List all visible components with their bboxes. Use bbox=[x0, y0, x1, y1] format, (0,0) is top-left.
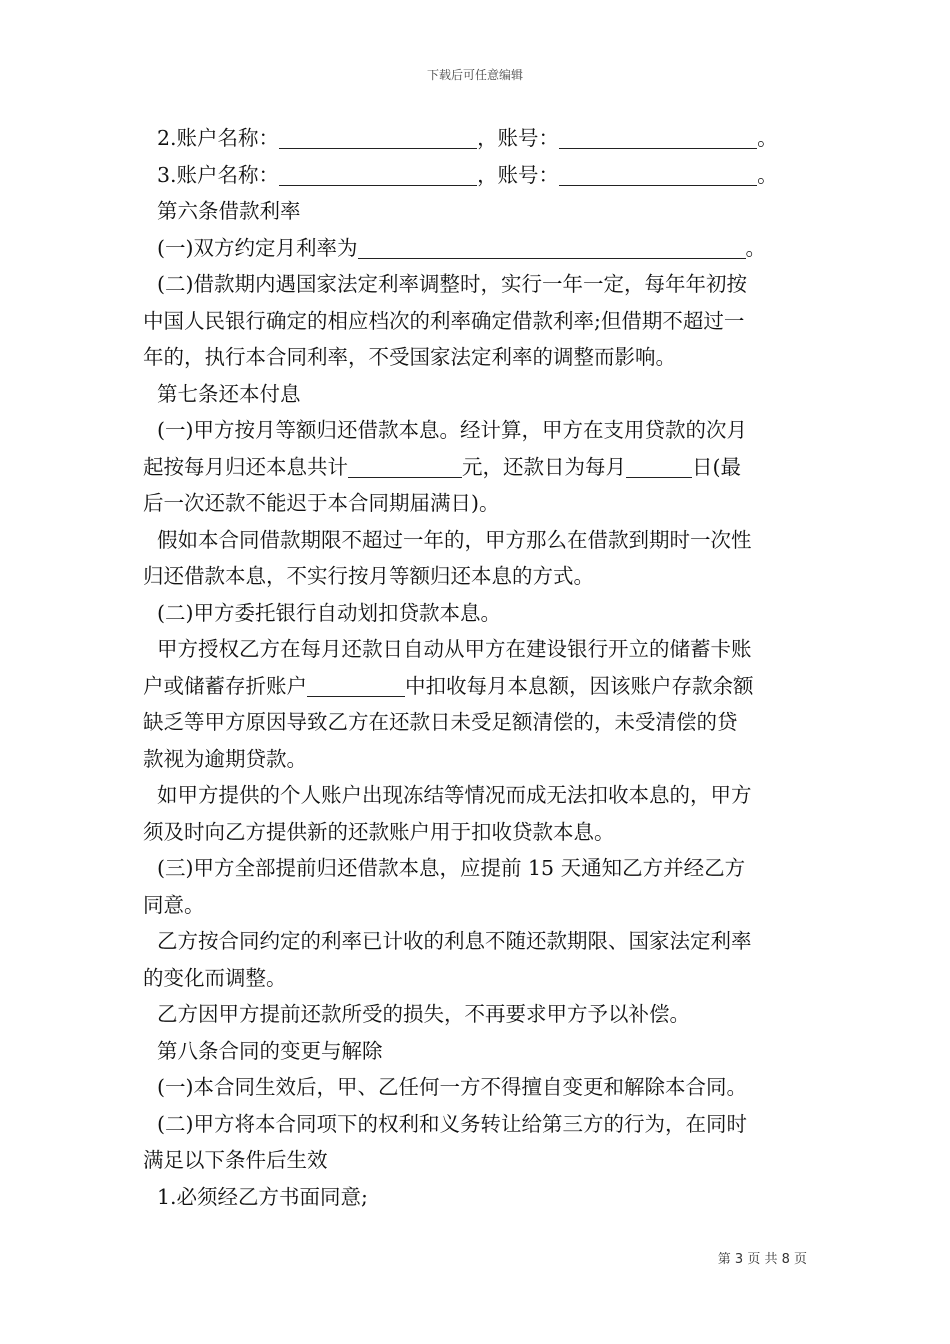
article-8-condition-1: 1.必须经乙方书面同意; bbox=[157, 1184, 368, 1209]
article-8-title: 第八条合同的变更与解除 bbox=[157, 1038, 383, 1063]
article-8-clause-2-line-1: (二)甲方将本合同项下的权利和义务转让给第三方的行为，在同时 bbox=[157, 1111, 747, 1136]
article-7-title: 第七条还本付息 bbox=[157, 381, 301, 406]
account-3-label: 3.账户名称： bbox=[157, 162, 280, 187]
account-3-number-blank bbox=[559, 161, 757, 186]
article-7-clause-1-line-2 bbox=[143, 449, 808, 486]
article-8-clause-2-line-2: 满足以下条件后生效 bbox=[143, 1148, 328, 1172]
installment-label: 起按每月归还本息共计 bbox=[143, 454, 348, 479]
article-7-para-5-line-2: 须及时向乙方提供新的还款账户用于扣收贷款本息。 bbox=[143, 819, 615, 844]
article-6-clause-2-line-2: 中国人民银行确定的相应档次的利率确定借款利率;但借期不超过一 bbox=[143, 308, 745, 333]
savings-account-blank bbox=[307, 672, 405, 697]
monthly-rate-label: (一)双方约定月利率为 bbox=[157, 235, 358, 260]
article-7-para-8: 乙方因甲方提前还款所受的损失，不再要求甲方予以补偿。 bbox=[157, 1002, 690, 1026]
page-header: 下载后可任意编辑 bbox=[426, 68, 523, 82]
article-6-clause-2-line-1: (二)借款期内遇国家法定利率调整时，实行一年一定，每年年初按 bbox=[157, 272, 747, 296]
article-7-clause-3-line-1: (三)甲方全部提前归还借款本息，应提前 15 天通知乙方并经乙方 bbox=[157, 856, 746, 880]
monthly-rate-blank bbox=[358, 234, 746, 259]
account-3-end: 。 bbox=[757, 162, 778, 187]
installment-amount-blank bbox=[348, 453, 462, 478]
account-3-name-blank bbox=[279, 161, 477, 186]
account-line-3 bbox=[143, 157, 808, 194]
account-2-name-blank bbox=[279, 124, 477, 149]
article-6-clause-1 bbox=[143, 230, 808, 267]
document-body bbox=[143, 120, 808, 1215]
article-7-clause-1-line-1: (一)甲方按月等额归还借款本息。经计算，甲方在支用贷款的次月 bbox=[157, 418, 747, 442]
article-7-clause-3-line-2: 同意。 bbox=[143, 892, 205, 917]
savings-account-rest: 中扣收每月本息额，因该账户存款余额 bbox=[405, 673, 754, 698]
article-7-para-4-line-1: 甲方授权乙方在每月还款日自动从甲方在建设银行开立的储蓄卡账 bbox=[157, 637, 752, 661]
article-7-para-7-line-2: 的变化而调整。 bbox=[143, 965, 287, 990]
monthly-rate-end: 。 bbox=[745, 235, 766, 260]
account-2-number-label: ，账号： bbox=[477, 126, 560, 150]
repayment-day-blank bbox=[626, 453, 692, 478]
repayment-day-label: 元，还款日为每月 bbox=[462, 454, 626, 479]
article-7-para-2-line-1: 假如本合同借款期限不超过一年的，甲方那么在借款到期时一次性 bbox=[157, 527, 752, 552]
article-7-para-4-line-4: 款视为逾期贷款。 bbox=[143, 746, 307, 771]
article-6-title: 第六条借款利率 bbox=[157, 199, 301, 223]
article-7-clause-2: (二)甲方委托银行自动划扣贷款本息。 bbox=[157, 600, 501, 625]
account-line-2 bbox=[143, 120, 808, 157]
article-8-clause-1: (一)本合同生效后，甲、乙任何一方不得擅自变更和解除本合同。 bbox=[157, 1075, 747, 1099]
article-7-para-2-line-2: 归还借款本息，不实行按月等额归还本息的方式。 bbox=[143, 564, 594, 588]
repayment-day-end: 日(最 bbox=[692, 454, 741, 479]
account-2-end: 。 bbox=[757, 126, 778, 150]
article-7-para-7-line-1: 乙方按合同约定的利率已计收的利息不随还款期限、国家法定利率 bbox=[157, 929, 752, 953]
account-2-label: 2.账户名称： bbox=[157, 126, 280, 150]
page-number: 第 3 页 共 8 页 bbox=[717, 1252, 807, 1267]
article-7-clause-1-line-3: 后一次还款不能迟于本合同期届满日)。 bbox=[143, 491, 500, 515]
article-6-clause-2-line-3: 年的，执行本合同利率，不受国家法定利率的调整而影响。 bbox=[143, 345, 676, 369]
article-7-para-5-line-1: 如甲方提供的个人账户出现冻结等情况而成无法扣收本息的，甲方 bbox=[157, 783, 752, 807]
savings-account-label: 户或储蓄存折账户 bbox=[143, 673, 307, 698]
article-7-para-4-line-2 bbox=[143, 668, 808, 705]
account-3-number-label: ，账号： bbox=[477, 162, 560, 187]
account-2-number-blank bbox=[559, 124, 757, 149]
article-7-para-4-line-3: 缺乏等甲方原因导致乙方在还款日未受足额清偿的，未受清偿的贷 bbox=[143, 710, 738, 734]
